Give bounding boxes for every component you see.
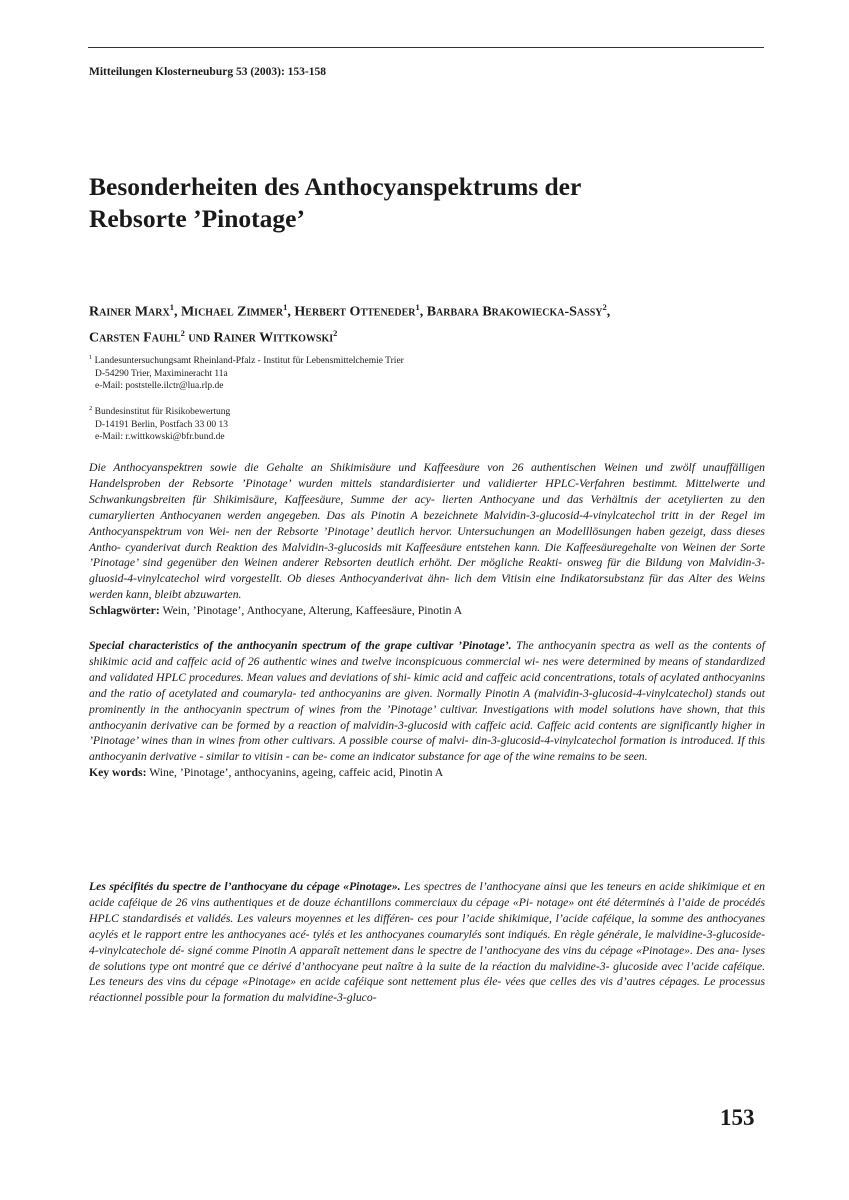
abstract-line: nen der Rebsorte ’Pinotage’ deutlich hervor. Untersuchungen an Modelllösungen haben gezeigt, dass dieses Antho- — [89, 524, 765, 554]
title-line-2: Rebsorte ’Pinotage’ — [89, 204, 305, 233]
affiliation-2 — [89, 403, 589, 444]
abstract-line: ces pour l’acide shikimique, l’acide caféique, la somme des anthocyanes acylés et le rapport entre les anthocyanes acé- — [89, 911, 765, 941]
author-affiliation-mark: 1 — [415, 302, 420, 312]
abstract-line: Die Anthocyanspektren sowie die Gehalte an Shikimisäure und Kaffeesäure von 26 authentischen Weinen und — [89, 461, 663, 474]
abstract-line: HPLC-Verfahren bestimmt. Mittelwerte und Schwankungsbreiten für Shikimisäure, Kaffeesäure, Summe der acy- — [89, 476, 765, 506]
abstract-german — [89, 460, 765, 619]
abstract-line: the anthocyanin spectrum of wines from the ’Pinotage’ cultivar. Investigations with model solutions have shown, — [164, 702, 720, 716]
abstract-line: contents are significantly higher in ’Pinotage’ wines than in wines from other cultivars. A possible course of malvi- — [89, 718, 766, 748]
affiliation-email: e-Mail: r.wittkowski@bfr.bund.de — [95, 432, 225, 443]
author-separator: , — [606, 304, 611, 320]
author-list — [89, 297, 769, 348]
abstract-german-text — [89, 460, 765, 603]
author-name: Carsten Fauhl — [89, 330, 181, 346]
keywords-label: Schlagwörter: — [89, 604, 160, 618]
affiliation-address: D-54290 Trier, Maximineracht 11a — [95, 368, 228, 379]
abstract-line: cyanderivat durch Reaktion des Malvidin-3-glucosids mit Kaffeesäure entstehen kann. Die Kaffeesäuregehalte von — [125, 540, 678, 554]
header-rule — [88, 47, 764, 48]
abstract-english-text — [89, 638, 765, 765]
author-separator: und — [184, 330, 214, 346]
abstract-line: tylés et les anthocyanes coumarylés sont indiqués. En règle générale, le malvidine-3-glucoside-4-vinylcatechole dé- — [89, 927, 765, 957]
abstract-line: onsweg für die Bildung von Malvidin-3-gluosid-4-vinylcatechol wird vorgestellt. Ob dieses Anthocyanderivat ähn- — [89, 556, 766, 586]
abstract-line: acide shikimique et en acide caféique de 26 vins authentiques et de douze échantillons commerciaux du cépage «Pi- — [89, 880, 766, 909]
abstract-line: als Pinotin A bezeichnete Malvidin-3-glucosid-4-vinylcatechol tritt in der Regel im Anthocyanspektrum von Wei- — [89, 508, 766, 538]
abstract-line: Weinen der Sorte ’Pinotage’ sind gegenüber den Weinen anderer Rebsorten deutlich erhöht. Der mögliche Reakti- — [89, 540, 766, 570]
author-name: Barbara Brakowiecka-Sassy — [426, 304, 603, 320]
author-name: Herbert Otteneder — [294, 304, 416, 320]
abstract-french-text — [89, 879, 765, 1006]
keywords-english — [89, 765, 765, 781]
affiliation-email: e-Mail: poststelle.ilctr@lua.rlp.de — [95, 381, 224, 392]
author-separator: , — [287, 304, 295, 320]
abstract-line: zwölf unauffälligen Handelsproben der Rebsorte ’Pinotage’ wurden mittels standardisierter und validierter — [89, 461, 765, 490]
author-name: Michael Zimmer — [180, 304, 284, 320]
author-affiliation-mark: 2 — [180, 327, 185, 338]
article-title — [89, 171, 769, 235]
abstract-line: Les spectres de l’anthocyane ainsi que les teneurs en — [400, 880, 656, 893]
title-line-1: Besonderheiten des Anthocyanspektrums der — [89, 172, 582, 201]
author-affiliation-mark: 1 — [283, 302, 288, 312]
abstract-line: kimic acid and caffeic acid concentrations, totals of acylated anthocyanins and the ratio of acetylated and coumaryla- — [89, 670, 765, 700]
author-separator: , — [419, 304, 427, 320]
abstract-line: din-3-glucosid-4-vinylcatechol formation is introduced. If this anthocyanin derivative - similar to vitisin - can be- — [89, 734, 765, 764]
affiliation-institution: Bundesinstitut für Risikobewertung — [94, 407, 231, 418]
abstract-line: nes were determined by means of standardized and validated HPLC procedures. Mean values and deviations of shi- — [89, 654, 766, 684]
author-name: Rainer Wittkowski — [213, 330, 334, 346]
affiliation-1 — [89, 352, 589, 393]
author-separator: , — [173, 304, 181, 320]
abstract-french-title: Les spécifités du spectre de l’anthocyane du cépage «Pinotage». — [89, 880, 401, 893]
abstract-line: well as the contents of shikimic acid and caffeic acid of 26 authentic wines and twelve inconspicuous commercial wi- — [89, 639, 766, 668]
keywords-value: Wein, ’Pinotage’, Anthocyane, Alterung, Kaffeesäure, Pinotin A — [162, 604, 463, 618]
keywords-german — [89, 603, 765, 619]
author-affiliation-mark: 1 — [169, 302, 174, 312]
abstract-line: lierten Anthocyane und das Verhältnis der acetylierten zu den cumarylierten Anthocyanen werden angegeben. Das — [89, 492, 765, 522]
affiliation-institution: Landesuntersuchungsamt Rheinland-Pfalz - Institut für Lebensmittelchemie Trier — [94, 356, 404, 367]
abstract-line: lich dem Vitisin eine Indikatorsubstanz für das Alter des Weins werden kann, bleibt abzuwarten. — [89, 572, 765, 602]
abstract-line: come an indicator substance for age of the wine remains to be seen. — [330, 750, 648, 764]
keywords-label: Key words: — [89, 766, 147, 780]
keywords-value: Wine, ’Pinotage’, anthocyanins, ageing, caffeic acid, Pinotin A — [149, 766, 444, 780]
affiliation-number: 1 — [89, 354, 93, 361]
author-affiliation-mark: 2 — [333, 327, 338, 338]
page-number: 153 — [720, 1105, 755, 1130]
abstract-english-title: Special characteristics of the anthocyanin spectrum of the grape cultivar ’Pinotage’. — [89, 639, 512, 652]
abstract-line: notage» ont été déterminés à l’aide de procédés HPLC standardisés et validés. Les valeurs moyennes et les différen- — [89, 895, 765, 925]
author-affiliation-mark: 2 — [602, 302, 607, 312]
author-name: Rainer Marx — [89, 304, 170, 320]
affiliation-address: D-14191 Berlin, Postfach 33 00 13 — [95, 419, 228, 430]
abstract-line: ted anthocyanins are given. Normally Pinotin A (malvidin-3-glucosid-4-vinylcatechol) stands out prominently in — [89, 686, 766, 716]
abstract-line: that this anthocyanin derivative can be formed by a reaction of malvidin-3-glucosid with caffeic acid. Caffeic acid — [89, 702, 766, 732]
abstract-french — [89, 879, 765, 1006]
abstract-line: vées que celles des vis d’autres cépages. Le processus réactionnel possible pour la formation du malvidine-3-gluco- — [89, 975, 765, 1005]
affiliation-number: 2 — [89, 405, 93, 412]
abstract-line: lyses de solutions type ont montré que ce dérivé d’anthocyane peut naître à la suite de la réaction du malvidine-3- — [89, 943, 766, 973]
abstract-line: signé comme Pinotin A apparaît nettement dans le spectre de l’anthocyane des vins du cépage «Pinotage». Des ana- — [187, 943, 740, 957]
abstract-english — [89, 638, 765, 781]
journal-citation: Mitteilungen Klosterneuburg 53 (2003): 153-158 — [89, 66, 327, 78]
abstract-line: glucoside avec l’acide caféique. Les teneurs des vins du cépage «Pinotage» en acide caféique sont nettement plus éle- — [89, 959, 765, 989]
abstract-line: The anthocyanin spectra as — [511, 639, 650, 652]
